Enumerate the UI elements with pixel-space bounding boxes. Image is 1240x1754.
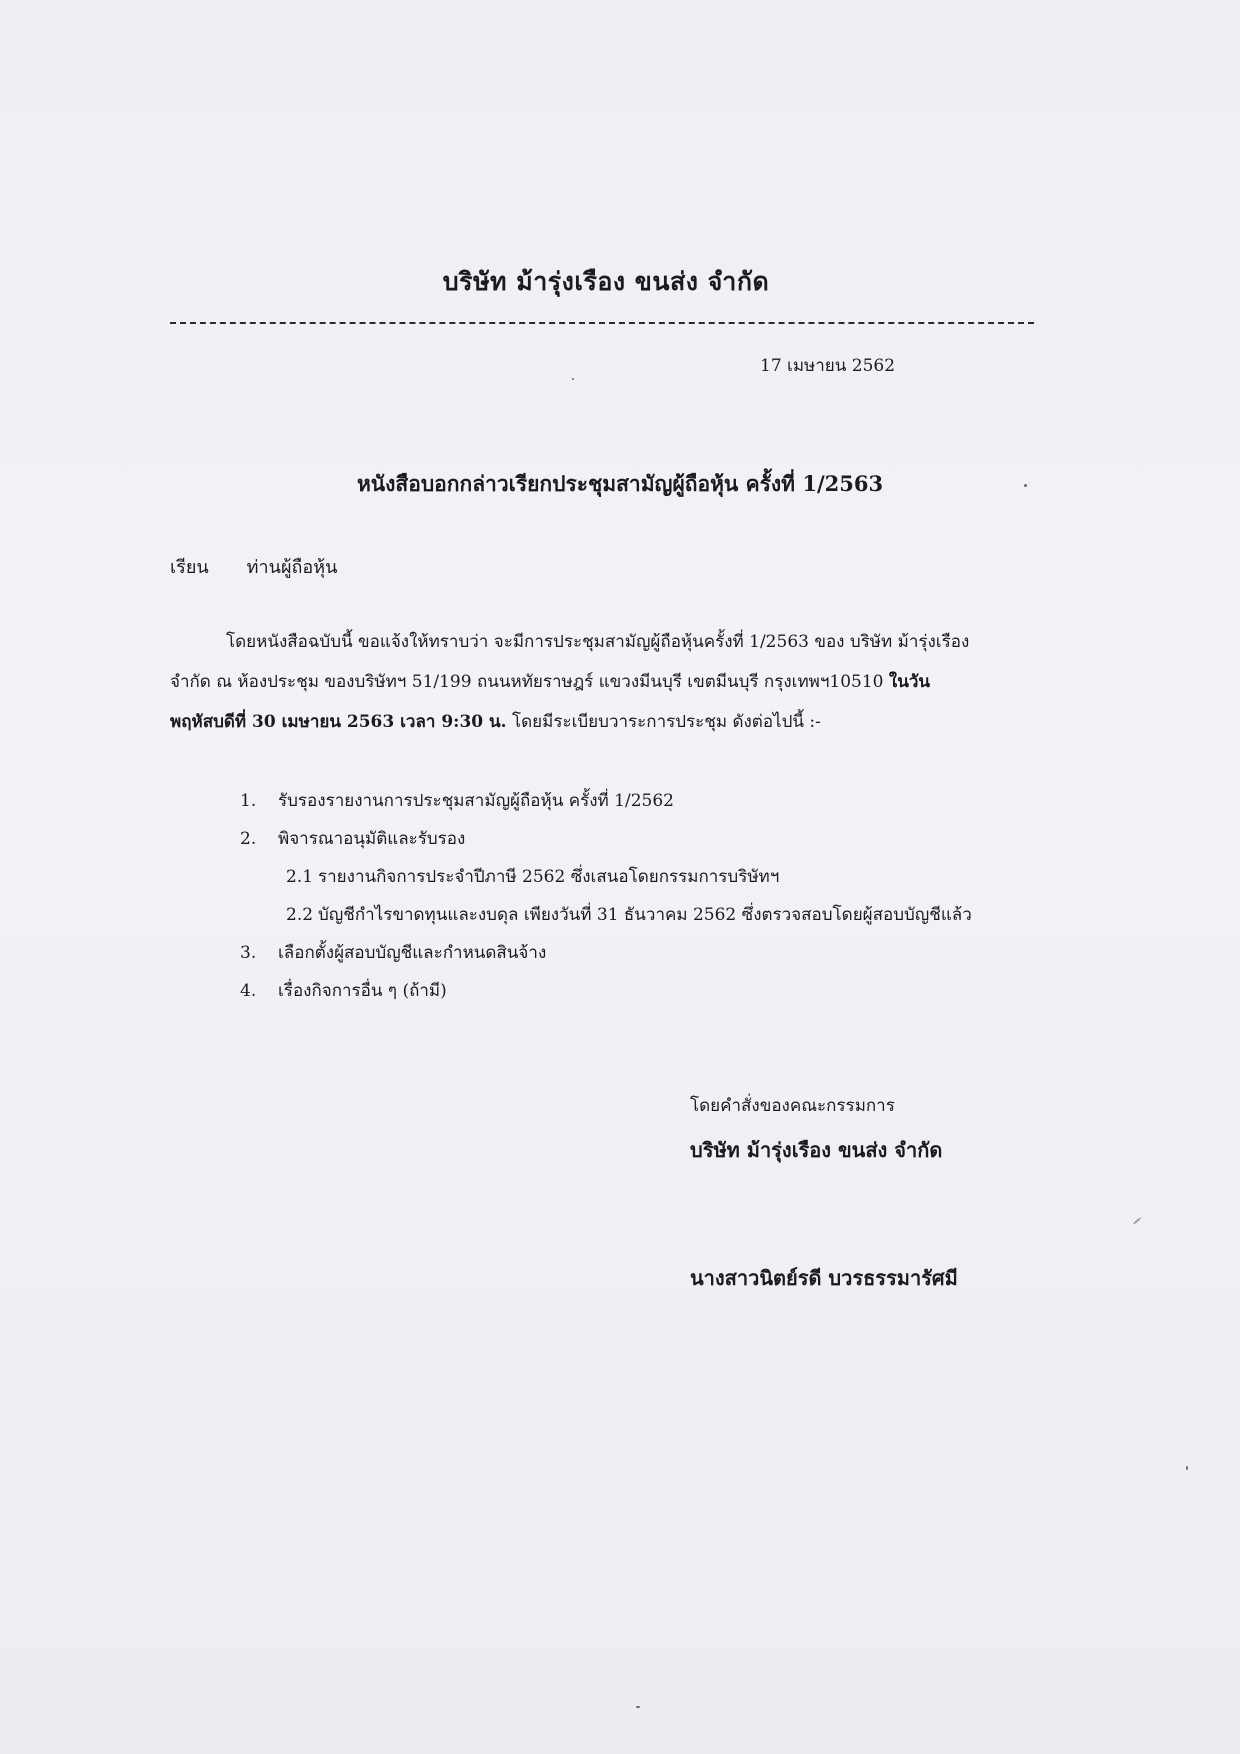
body-line-3-text: โดยมีระเบียบวาระการประชุม ดังต่อไปนี้ :- xyxy=(511,712,821,732)
agenda-item xyxy=(240,782,1040,820)
agenda-item xyxy=(240,934,1040,972)
agenda-subitem-text: บัญชีกำไรขาดทุนและงบดุล เพียงวันที่ 31 ธันวาคม 2562 ซึ่งตรวจสอบโดยผู้สอบบัญชีแล้ว xyxy=(318,905,972,925)
letter-date: 17 เมษายน 2562 xyxy=(760,356,896,376)
agenda-item xyxy=(240,820,1040,858)
signoff-by-order: โดยคำสั่งของคณะกรรมการ xyxy=(690,1096,895,1116)
agenda-subitem xyxy=(240,896,1040,934)
signoff-company: บริษัท ม้ารุ่งเรือง ขนส่ง จำกัด xyxy=(690,1138,943,1162)
agenda-item-text: เลือกตั้งผู้สอบบัญชีและกำหนดสินจ้าง xyxy=(278,943,547,963)
body-line-2 xyxy=(170,662,1040,702)
salutation xyxy=(170,552,337,581)
company-letterhead: บริษัท ม้ารุ่งเรือง ขนส่ง จำกัด xyxy=(442,267,770,296)
body-line-2-text: จำกัด ณ ห้องประชุม ของบริษัทฯ 51/199 ถนนหทัยราษฎร์ แขวงมีนบุรี เขตมีนบุรี กรุงเทพฯ10510 xyxy=(170,672,884,692)
scan-speck xyxy=(1133,1217,1142,1225)
body-line-1: โดยหนังสือฉบับนี้ ขอแจ้งให้ทราบว่า จะมีการประชุมสามัญผู้ถือหุ้นครั้งที่ 1/2563 ของ บริษัท ม้ารุ่งเรือง xyxy=(226,632,970,652)
signatory-name: นางสาวนิตย์รดี บวรธรรมารัศมี xyxy=(690,1266,958,1290)
scan-speck xyxy=(636,1706,640,1708)
scan-speck xyxy=(572,378,574,380)
body-line-2-bold: ในวัน xyxy=(888,672,930,692)
salutation-label: เรียน xyxy=(170,557,209,578)
agenda-subitem xyxy=(240,858,1040,896)
agenda-item-text: เรื่องกิจการอื่น ๆ (ถ้ามี) xyxy=(278,981,447,1001)
agenda-item-number: 3. xyxy=(240,943,257,963)
agenda-item-number: 4. xyxy=(240,981,257,1001)
body-line-3 xyxy=(170,702,1040,742)
scan-speck xyxy=(1186,1466,1188,1470)
body-paragraph xyxy=(170,622,1040,742)
agenda-subitem-text: รายงานกิจการประจำปีภาษี 2562 ซึ่งเสนอโดยกรรมการบริษัทฯ xyxy=(318,867,780,887)
agenda-subitem-number: 2.1 xyxy=(286,867,314,887)
scan-speck xyxy=(1024,484,1027,487)
meeting-datetime: พฤหัสบดีที่ 30 เมษายน 2563 เวลา 9:30 น. xyxy=(170,712,507,732)
agenda-subitem-number: 2.2 xyxy=(286,905,314,925)
salutation-recipient: ท่านผู้ถือหุ้น xyxy=(246,557,338,578)
agenda-list xyxy=(240,782,1040,1010)
header-divider xyxy=(170,322,1034,324)
agenda-item-text: รับรองรายงานการประชุมสามัญผู้ถือหุ้น ครั้งที่ 1/2562 xyxy=(278,791,674,811)
agenda-item xyxy=(240,972,1040,1010)
letter-subject: หนังสือบอกกล่าวเรียกประชุมสามัญผู้ถือหุ้น ครั้งที่ 1/2563 xyxy=(356,471,884,496)
agenda-item-text: พิจารณาอนุมัติและรับรอง xyxy=(278,829,466,849)
agenda-item-number: 2. xyxy=(240,829,257,849)
agenda-item-number: 1. xyxy=(240,791,257,811)
